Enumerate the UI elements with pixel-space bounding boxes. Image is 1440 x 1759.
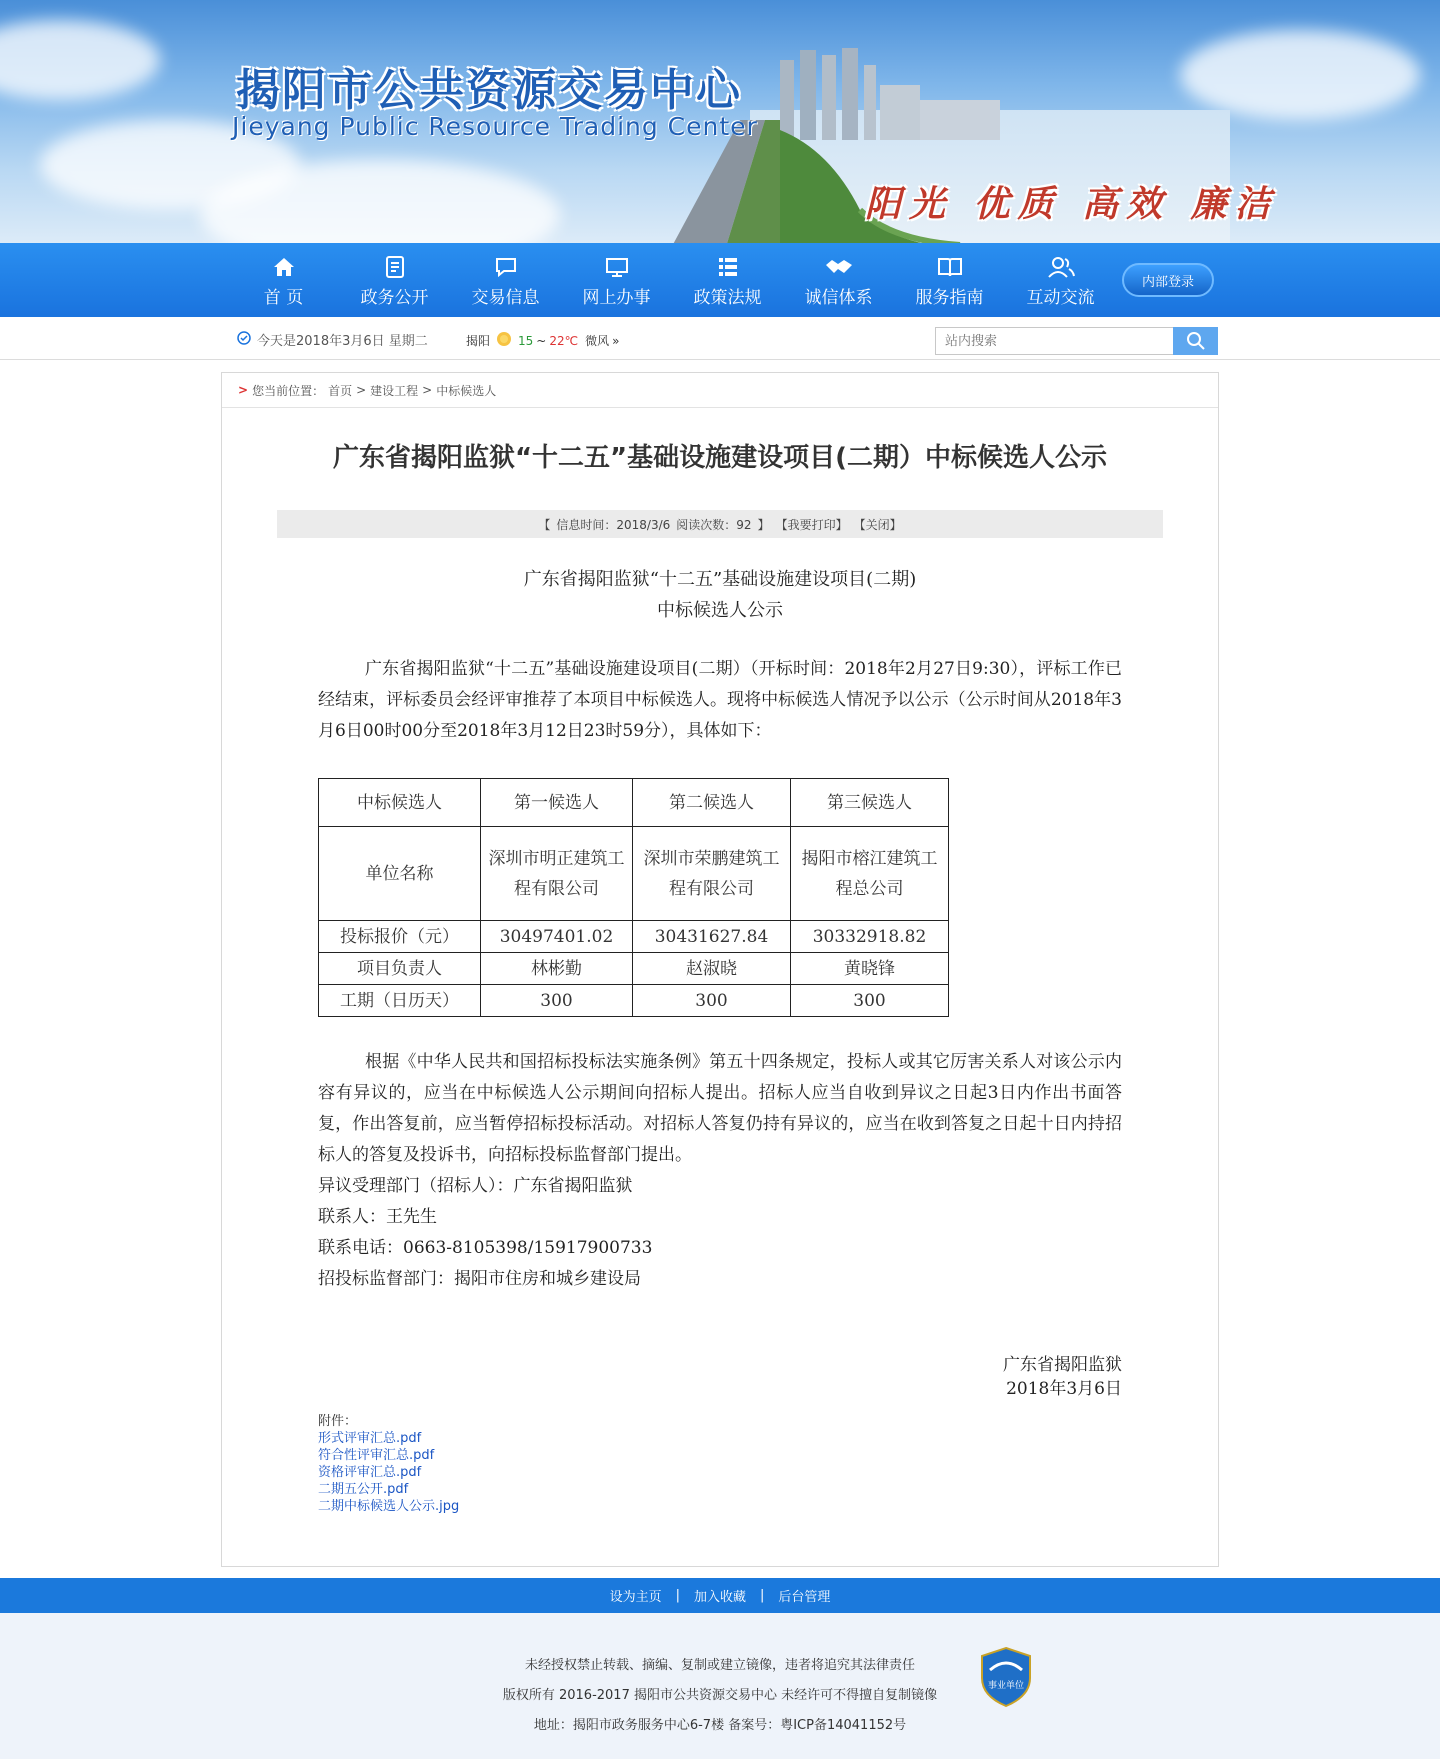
print-link[interactable]: 【我要打印】 [775, 517, 848, 532]
article-heading-line1: 广东省揭阳监狱“十二五”基础设施建设项目(二期) [523, 569, 917, 590]
footer-copyright-warning: 未经授权禁止转载、摘编、复制或建立镜像，违者将追究其法律责任 [524, 1658, 915, 1673]
breadcrumb-home[interactable]: 首页 [328, 383, 353, 398]
table-header-cell: 第三候选人 [791, 779, 949, 827]
nav-item-online-service[interactable] [561, 243, 672, 317]
temp-high: 22℃ [549, 333, 579, 348]
breadcrumb-current[interactable]: 中标候选人 [436, 383, 497, 398]
search-input[interactable] [935, 327, 1173, 355]
nav-item-credit-system[interactable] [783, 243, 894, 317]
table-row [319, 921, 949, 953]
nav-item-home[interactable] [228, 243, 339, 317]
home-icon [272, 253, 296, 281]
breadcrumb-separator: > [422, 383, 433, 397]
supervision-department: 招投标监督部门：揭阳市住房和城乡建设局 [318, 1269, 641, 1289]
table-cell: 单位名称 [319, 827, 481, 921]
article-body [318, 654, 1122, 1401]
table-cell: 30431627.84 [633, 921, 791, 953]
cloud-decoration [0, 20, 160, 100]
footer [0, 1613, 1440, 1759]
contact-person: 联系人：王先生 [318, 1207, 437, 1227]
add-favorite-link[interactable]: 加入收藏 [693, 1590, 746, 1605]
sun-icon [493, 329, 515, 352]
contact-phone: 联系电话：0663-8105398/15917900733 [318, 1238, 653, 1258]
nav-item-government-affairs[interactable] [339, 243, 450, 317]
breadcrumb [222, 373, 1218, 408]
table-row [319, 827, 949, 921]
signature-org: 广东省揭阳监狱 [1003, 1355, 1122, 1375]
attachment-link[interactable]: 资格评审汇总.pdf [318, 1465, 422, 1480]
table-cell: 30332918.82 [791, 921, 949, 953]
table-cell: 30497401.02 [481, 921, 633, 953]
public-institution-badge[interactable] [980, 1646, 1032, 1712]
search-icon [1186, 331, 1206, 351]
table-cell: 林彬勤 [481, 953, 633, 985]
slogan: 阳光 优质 高效 廉洁 [865, 184, 1279, 225]
site-subtitle-en: Jieyang Public Resource Trading Center [232, 112, 758, 141]
monitor-icon [605, 253, 629, 281]
wind: 微风 [585, 334, 610, 348]
current-date [237, 330, 428, 349]
book-icon [937, 253, 963, 281]
table-cell: 揭阳市榕江建筑工程总公司 [791, 827, 949, 921]
nav-item-label: 网上办事 [582, 287, 651, 308]
info-bar [0, 317, 1440, 360]
search-button[interactable] [1173, 327, 1218, 355]
temp-low: 15 [518, 333, 534, 348]
nav-item-label: 首 页 [263, 287, 304, 308]
nav-item-label: 诚信体系 [804, 287, 873, 308]
nav-item-label: 政务公开 [360, 287, 429, 308]
nav-item-label: 服务指南 [915, 287, 984, 308]
handshake-icon [824, 253, 854, 281]
internal-login-button[interactable]: 内部登录 [1122, 263, 1214, 297]
breadcrumb-section[interactable]: 建设工程 [370, 383, 419, 398]
document-icon [384, 253, 406, 281]
footer-separator: | [675, 1588, 680, 1603]
attachment-link[interactable]: 形式评审汇总.pdf [318, 1431, 422, 1446]
site-search [935, 327, 1218, 355]
nav-item-service-guide[interactable] [894, 243, 1005, 317]
table-cell: 深圳市荣鹏建筑工程有限公司 [633, 827, 791, 921]
table-cell: 深圳市明正建筑工程有限公司 [481, 827, 633, 921]
footer-separator: | [760, 1588, 765, 1603]
info-time: 信息时间：2018/3/6 [556, 517, 671, 532]
more-arrow-icon: » [612, 333, 620, 348]
nav-item-label: 交易信息 [471, 287, 540, 308]
table-cell: 黄晓锋 [791, 953, 949, 985]
weather-city: 揭阳 [466, 334, 491, 348]
footer-address: 地址：揭阳市政务服务中心6-7楼 备案号：粤ICP备14041152号 [533, 1718, 907, 1733]
candidates-table [318, 778, 949, 1017]
breadcrumb-prefix: 您当前位置： [252, 383, 325, 398]
signature [318, 1353, 1122, 1401]
footer-links-bar [0, 1578, 1440, 1613]
table-cell: 300 [633, 985, 791, 1017]
footer-copyright: 版权所有 2016-2017 揭阳市公共资源交易中心 未经许可不得擅自复制镜像 [502, 1688, 938, 1703]
breadcrumb-separator: > [356, 383, 367, 397]
date-text: 今天是2018年3月6日 星期二 [257, 334, 428, 349]
table-header-cell: 第二候选人 [633, 779, 791, 827]
table-header-cell: 第一候选人 [481, 779, 633, 827]
users-icon [1047, 253, 1075, 281]
read-count: 阅读次数：92 [676, 517, 752, 532]
weather-widget[interactable] [466, 329, 619, 352]
attachments [318, 1413, 1218, 1515]
shield-icon [980, 1646, 1032, 1708]
table-header-row [319, 779, 949, 827]
table-cell: 项目负责人 [319, 953, 481, 985]
admin-link[interactable]: 后台管理 [778, 1590, 831, 1605]
breadcrumb-arrow-icon: > [238, 383, 249, 397]
header-banner [0, 0, 1440, 243]
table-header-cell: 中标候选人 [319, 779, 481, 827]
list-icon [717, 253, 739, 281]
table-cell: 赵淑晓 [633, 953, 791, 985]
article-meta [277, 510, 1163, 538]
chat-icon [494, 253, 518, 281]
nav-item-interaction[interactable] [1005, 243, 1116, 317]
temp-separator: ~ [536, 333, 547, 348]
attachment-link[interactable]: 二期中标候选人公示.jpg [318, 1499, 460, 1514]
article-heading-line2: 中标候选人公示 [657, 600, 783, 621]
table-cell: 300 [481, 985, 633, 1017]
meta-close-bracket: 】 [757, 517, 770, 532]
attachments-label: 附件： [318, 1414, 358, 1429]
table-row [319, 953, 949, 985]
attachment-link[interactable]: 二期五公开.pdf [318, 1482, 409, 1497]
table-cell: 300 [791, 985, 949, 1017]
table-row [319, 985, 949, 1017]
close-link[interactable]: 【关闭】 [853, 517, 902, 532]
page-title: 广东省揭阳监狱“十二五”基础设施建设项目(二期）中标候选人公示 [332, 443, 1108, 473]
legal-paragraph: 根据《中华人民共和国招标投标法实施条例》第五十四条规定，投标人或其它厉害关系人对该公示内容有异议的，应当在中标候选人公示期间向招标人提出。招标人应当自收到异议之日起3日内作出书面答复，作出答复前，应当暂停招标投标活动。对招标人答复仍持有异议的，应当在收到答复之日起十日内持招标人的答复及投诉书，向招标投标监督部门提出。 [318, 1052, 1122, 1165]
nav-item-label: 互动交流 [1026, 287, 1095, 308]
table-cell: 工期（日历天） [319, 985, 481, 1017]
nav-item-trade-info[interactable] [450, 243, 561, 317]
badge-text: 事业单位 [987, 1681, 1025, 1691]
footer-text [480, 1651, 960, 1741]
attachment-link[interactable]: 符合性评审汇总.pdf [318, 1448, 435, 1463]
nav-item-label: 政策法规 [693, 287, 762, 308]
objection-department: 异议受理部门（招标人）：广东省揭阳监狱 [318, 1176, 633, 1196]
table-cell: 投标报价（元） [319, 921, 481, 953]
site-title: 揭阳市公共资源交易中心 [236, 65, 742, 116]
set-homepage-link[interactable]: 设为主页 [609, 1590, 662, 1605]
nav-item-policies[interactable] [672, 243, 783, 317]
meta-open-bracket: 【 [538, 517, 551, 532]
clock-icon [237, 331, 251, 349]
intro-paragraph: 广东省揭阳监狱“十二五”基础设施建设项目(二期）（开标时间：2018年2月27日9:30），评标工作已经结束，评标委员会经评审推荐了本项目中标候选人。现将中标候选人情况予以公示（公示时间从2018年3月6日00时00分至2018年3月12日23时59分），具体如下： [318, 659, 1122, 741]
article-container [221, 372, 1219, 1567]
signature-date: 2018年3月6日 [1006, 1379, 1122, 1399]
main-nav [0, 243, 1440, 317]
article-heading [222, 564, 1218, 626]
